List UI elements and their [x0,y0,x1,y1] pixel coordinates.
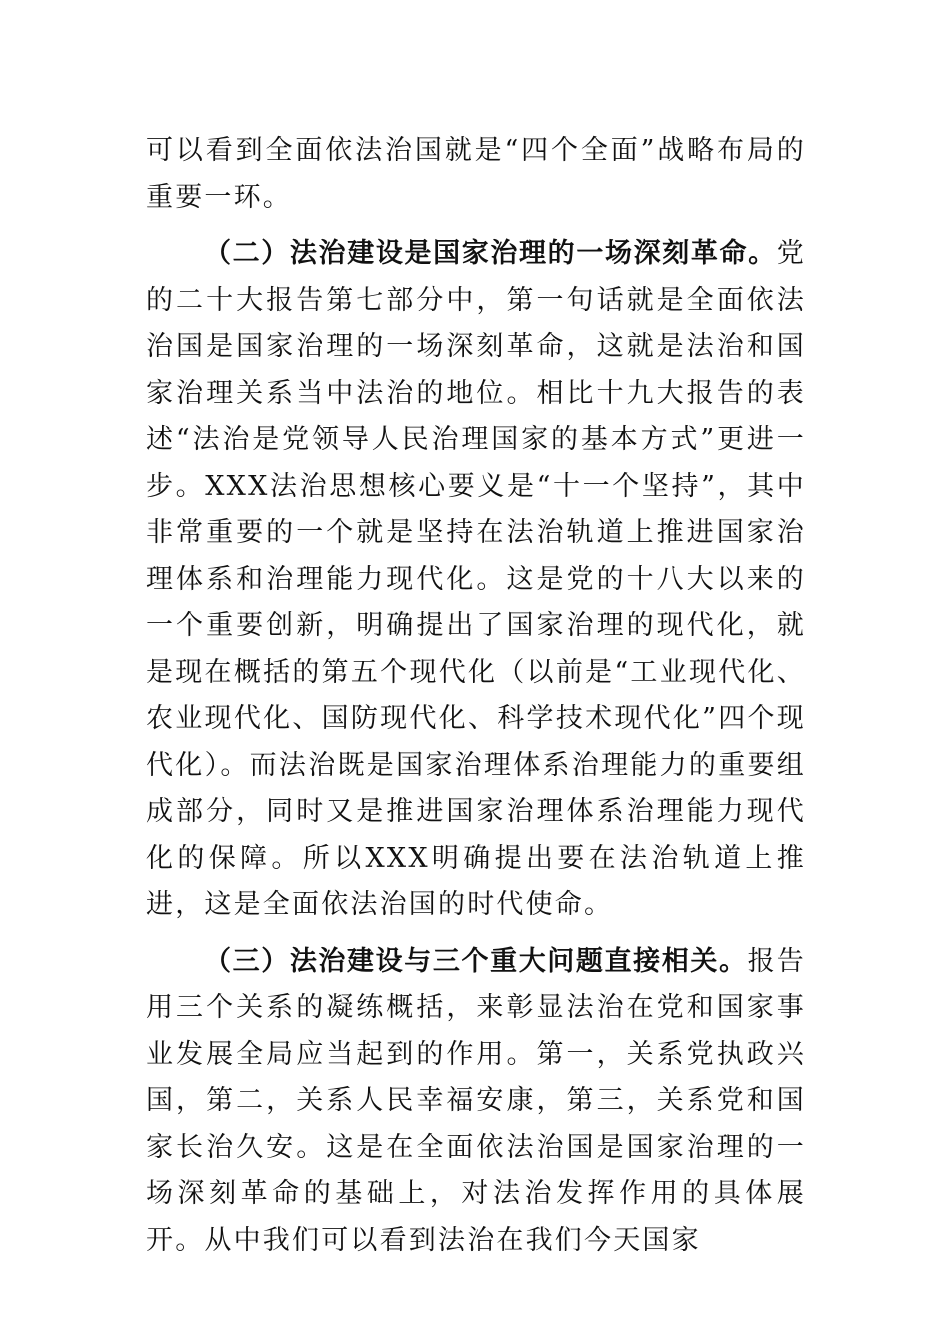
paragraph-section-2 [146,231,806,929]
paragraph-text: 党的二十大报告第七部分中，第一句话就是全面依法治国是国家治理的一场深刻革命，这就是法治和国家治理关系当中法治的地位。相比十九大报告的表述“法治是党领导人民治理国家的基本方式”更进一步。XXX法治思想核心要义是“十一个坚持”，其中非常重要的一个就是坚持在法治轨道上推进国家治理体系和治理能力现代化。这是党的十八大以来的一个重要创新，明确提出了国家治理的现代化，就是现在概括的第五个现代化（以前是“工业现代化、农业现代化、国防现代化、科学技术现代化”四个现代化）。而法治既是国家治理体系治理能力的重要组成部分，同时又是推进国家治理体系治理能力现代化的保障。所以XXX明确提出要在法治轨道上推进，这是全面依法治国的时代使命。 [146,238,806,920]
paragraph-continued [146,128,806,221]
section-heading: （三）法治建设与三个重大问题直接相关。 [204,945,748,977]
paragraph-section-3 [146,939,806,1265]
document-page [146,128,806,1274]
paragraph-text: 可以看到全面依法治国就是“四个全面”战略布局的重要一环。 [146,135,806,213]
section-heading: （二）法治建设是国家治理的一场深刻革命。 [204,238,777,269]
paragraph-text: 报告用三个关系的凝练概括，来彰显法治在党和国家事业发展全局应当起到的作用。第一，关系党执政兴国，第二，关系人民幸福安康，第三，关系党和国家长治久安。这是在全面依法治国是国家治理的一场深刻革命的基础上，对法治发挥作用的具体展开。从中我们可以看到法治在我们今天国家 [146,945,806,1256]
